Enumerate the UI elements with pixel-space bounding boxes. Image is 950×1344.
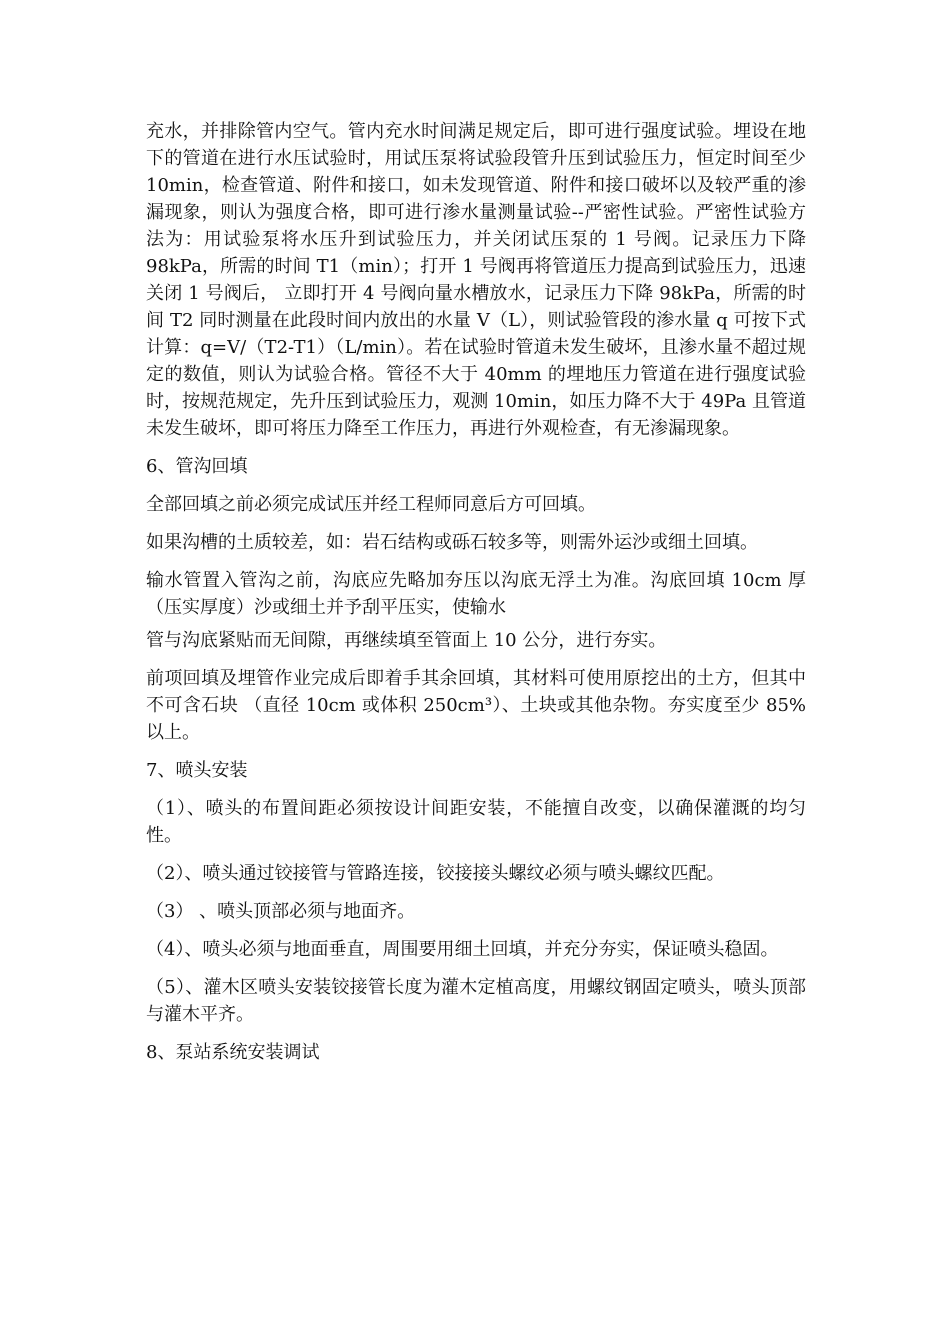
paragraph-soil-quality: 如果沟槽的土质较差，如：岩石结构或砾石较多等，则需外运沙或细土回填。 (146, 532, 758, 553)
list-item-sprinkler-3: （3） 、喷头顶部必须与地面齐。 (146, 901, 416, 922)
paragraph-trench-bottom: 输水管置入管沟之前，沟底应先略加夯压以沟底无浮土为准。沟底回填 10cm 厚（压实厚度）沙或细土并予刮平压实，使输水 (146, 570, 806, 618)
heading-trench-backfill: 6、管沟回填 (146, 456, 248, 477)
heading-sprinkler-install: 7、喷头安装 (146, 760, 248, 781)
list-item-sprinkler-5: （5）、灌木区喷头安装铰接管长度为灌木定植高度，用螺纹钢固定喷头，喷头顶部与灌木平齐。 (146, 977, 806, 1025)
list-item-sprinkler-2: （2）、喷头通过铰接管与管路连接，铰接接头螺纹必须与喷头螺纹匹配。 (146, 863, 725, 884)
paragraph-remaining-backfill: 前项回填及埋管作业完成后即着手其余回填，其材料可使用原挖出的土方，但其中不可含石块 （直径 10cm 或体积 250cm³）、土块或其他杂物。夯实度至少 85%以上。 (146, 668, 806, 743)
document-body (146, 118, 806, 1077)
paragraph-pressure-test: 充水，并排除管内空气。管内充水时间满足规定后，即可进行强度试验。埋设在地下的管道在进行水压试验时，用试压泵将试验段管升压到试验压力，恒定时间至少 10min，检查管道、附件和接口，如未发现管道、附件和接口破坏以及较严重的渗漏现象，则认为强度合格，即可进行渗水量测量试验--严密性试验。严密性试验方法为：用试验泵将水压升到试验压力，并关闭试压泵的 1 号阀。记录压力下降 98kPa，所需的时间 T1（min）；打开 1 号阀再将管道压力提高到试验压力，迅速关闭 1 号阀后， 立即打开 4 号阀向量水槽放水，记录压力下降 98kPa，所需的时间 T2 同时测量在此段时间内放出的水量 V（L），则试验管段的渗水量 q 可按下式计算：q=V/（T2-T1）（L/min）。若在试验时管道未发生破坏，且渗水量不超过规定的数值，则认为试验合格。管径不大于 40mm 的埋地压力管道在进行强度试验时，按规范规定，先升压到试验压力，观测 10min，如压力降不大于 49Pa 且管道未发生破坏，即可将压力降至工作压力，再进行外观检查，有无渗漏现象。 (146, 121, 806, 439)
list-item-sprinkler-1: （1）、喷头的布置间距必须按设计间距安装，不能擅自改变，以确保灌溉的均匀性。 (146, 798, 806, 846)
list-item-sprinkler-4: （4）、喷头必须与地面垂直，周围要用细土回填，并充分夯实，保证喷头稳固。 (146, 939, 779, 960)
heading-pump-station: 8、泵站系统安装调试 (146, 1042, 320, 1063)
paragraph-backfill-approval: 全部回填之前必须完成试压并经工程师同意后方可回填。 (146, 494, 596, 515)
paragraph-pipe-contact: 管与沟底紧贴而无间隙，再继续填至管面上 10 公分，进行夯实。 (146, 630, 667, 651)
